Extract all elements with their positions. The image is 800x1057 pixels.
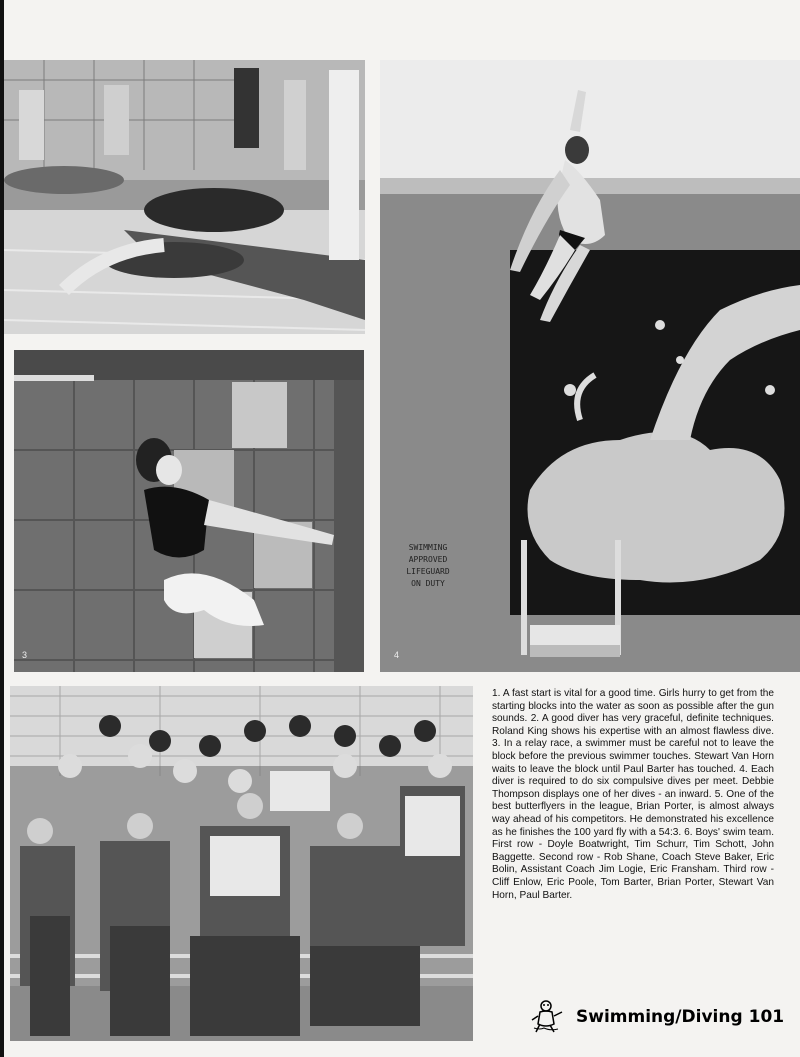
page-number: 101 <box>748 1007 785 1027</box>
page-footer <box>530 998 785 1038</box>
sign-line-3: LIFEGUARD <box>406 567 450 576</box>
photo-swim-start <box>4 60 365 334</box>
mascot-icon <box>530 998 566 1034</box>
photo-boys-swim-team <box>10 686 473 1041</box>
sign-line-2: APPROVED <box>408 555 448 564</box>
sign-line-1: SWIMMING <box>408 543 448 552</box>
photo-number-4: 4 <box>394 650 400 660</box>
photo-number-3: 3 <box>22 650 28 660</box>
section-title <box>576 1007 784 1027</box>
photo-caption: 1. A fast start is vital for a good time. Girls hurry to get from the starting blocks into the water as soon as possible after the gun sounds. 2. A good diver has very graceful, definite techniques. Roland King shows his expertise with an almost flawless dive. 3. In a relay race, a swimmer must be careful not to leave the block before the previous swimmer touches. Stewart Van Horn waits to leave the block until Paul Barter has touched. 4. Each diver is required to do six compulsive dives per meet. Debbie Thompson displays one of her dives - an inward. 5. One of the best butterflyers in the league, Brian Porter, is almost always way ahead of his competitors. He demonstrated his excellence as he finishes the 100 yard fly with a 54:3. 6. Boys' swim team. First row - Doyle Boatwright, Tim Schurr, Tim Schott, John Baggette. Second row - Rob Shane, Coach Steve Baker, Eric Bolin, Assistant Coach Jim Logie, Eric Fransham. Third row - Cliff Enlow, Eric Poole, Tom Barter, Brian Porter, Stewart Van Horn, Paul Barter. <box>492 688 774 901</box>
sign-line-4: ON DUTY <box>411 579 445 588</box>
photo-diver-thompson <box>14 350 364 672</box>
photo-diver-king <box>380 60 800 672</box>
section-name: Swimming/Diving <box>576 1007 743 1027</box>
